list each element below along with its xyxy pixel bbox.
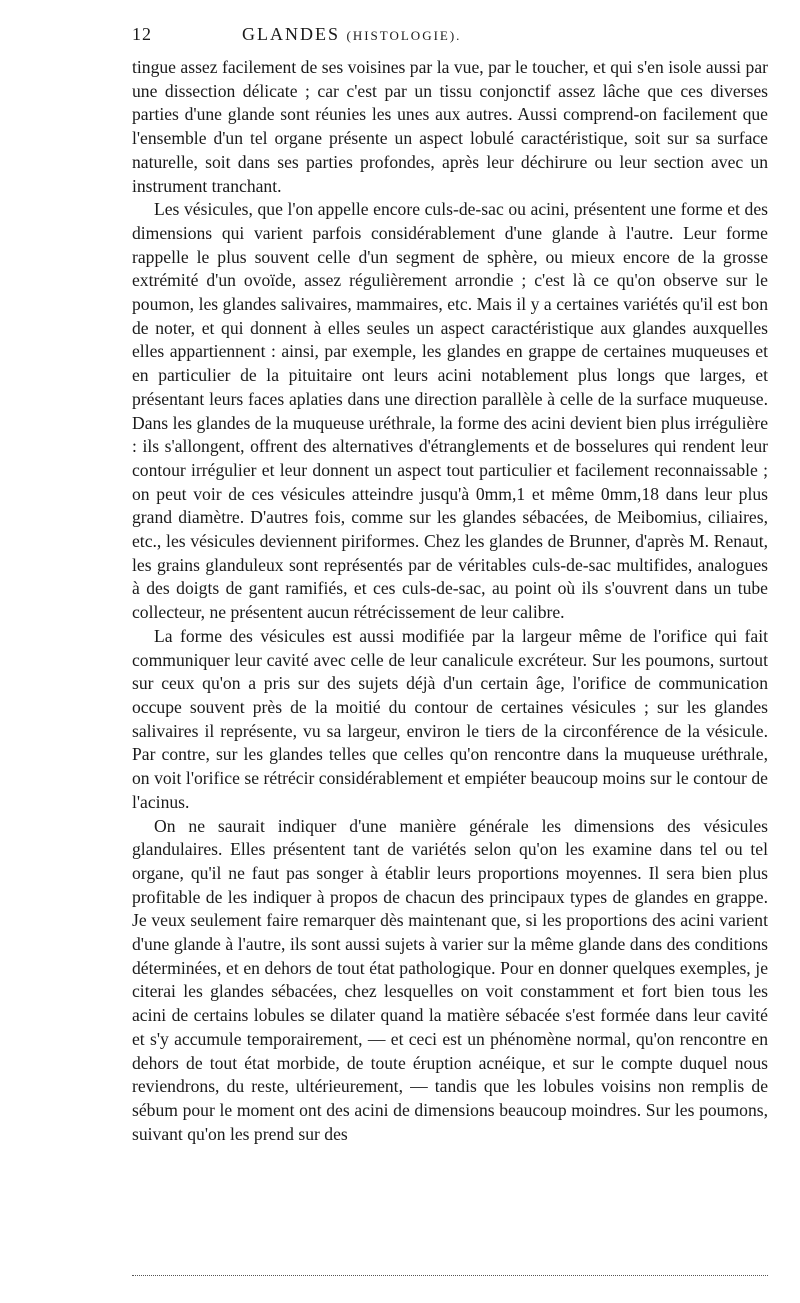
paragraph: tingue assez facilement de ses voisines par la vue, par le toucher, et qui s'en isole aussi par une dissection délicate ; car c'est par un tissu conjonctif assez lâche que ces diverses parties d'une glande sont réunies les unes aux autres. Aussi comprend-on facilement que l'ensemble d'un tel organe présente un aspect lobulé caractéristique, soit sur sa surface naturelle, soit dans ses parties profondes, après leur déchirure ou leur section avec un instrument tranchant. xyxy=(132,57,768,196)
running-title-main: GLANDES xyxy=(242,24,340,44)
page xyxy=(132,24,768,1146)
paragraph: Les vésicules, que l'on appelle encore culs-de-sac ou acini, présentent une forme et des dimensions qui varient parfois considérablement d'une glande à l'autre. Leur forme rappelle le plus souvent celle d'un segment de sphère, ou mieux encore de la grosse extrémité d'un ovoïde, assez régulièrement arrondie ; c'est là ce qu'on observe sur le poumon, les glandes salivaires, mammaires, etc. Mais il y a certaines variétés qu'il est bon de noter, et qui donnent à elles seules un aspect caractéristique aux glandes auxquelles elles appartiennent : ainsi, par exemple, les glandes en grappe de certaines muqueuses et en particulier de la pituitaire ont leurs acini notablement plus longs que larges, et présentant leurs faces aplaties dans une direction parallèle à celle de la surface muqueuse. Dans les glandes de la muqueuse uréthrale, la forme des acini devient bien plus irrégulière : ils s'allongent, offrent des alternatives d'étranglements et de bosselures qui rendent leur contour irrégulier et leur donnent un aspect tout particulier et facilement reconnaissable ; on peut voir de ces vésicules atteindre jusqu'à 0mm,1 et même 0mm,18 dans leur plus grand diamètre. D'autres fois, comme sur les glandes sébacées, de Meibomius, ciliaires, etc., les vésicules deviennent piriformes. Chez les glandes de Brunner, d'après M. Renaut, les grains glanduleux sont représentés par de véritables culs-de-sac multifides, analogues à des doigts de gant ramifiés, et ces culs-de-sac, au point où ils s'ouvrent dans un tube collecteur, ne présentent aucun rétrécissement de leur calibre. xyxy=(132,199,768,623)
body-text xyxy=(132,56,768,1146)
running-header xyxy=(132,24,768,56)
footer-rule xyxy=(132,1275,768,1276)
paragraph: La forme des vésicules est aussi modifiée par la largeur même de l'orifice qui fait communiquer leur cavité avec celle de leur canalicule excréteur. Sur les poumons, surtout sur ceux qu'on a pris sur des sujets déjà d'un certain âge, l'orifice de communication occupe souvent près de la moitié du contour de certaines vésicules ; sur les glandes salivaires il représente, vu sa largeur, environ le tiers de la circonférence de la vésicule. Par contre, sur les glandes telles que celles qu'on rencontre dans la muqueuse uréthrale, on voit l'orifice se rétrécir considérablement et empiéter beaucoup moins sur le contour de l'acinus. xyxy=(132,625,768,812)
paragraph: On ne saurait indiquer d'une manière générale les dimensions des vésicules glandulaires. Elles présentent tant de variétés selon qu'on les examine dans tel ou tel organe, qu'il ne faut pas songer à établir leurs proportions moyennes. Il sera bien plus profitable de les indiquer à propos de chacun des principaux types de glandes en grappe. Je veux seulement faire remarquer dès maintenant que, si les proportions des acini varient d'une glande à l'autre, ils sont aussi sujets à varier sur la même glande dans des conditions déterminées, et en dehors de tout état pathologique. Pour en donner quelques exemples, je citerai les glandes sébacées, chez lesquelles on voit constamment et fort bien tous les acini de certains lobules se dilater quand la matière sébacée s'est formée dans leur cavité et s'y accumule temporairement, — et ceci est un phénomène normal, qu'on rencontre en dehors de tout état morbide, de toute éruption acnéique, et sur le compte duquel nous reviendrons, du reste, ultérieurement, — tandis que les lobules voisins non remplis de sébum pour le moment ont des acini de dimensions beaucoup moindres. Sur les poumons, suivant qu'on les prend sur des xyxy=(132,815,768,1144)
page-number: 12 xyxy=(132,24,152,44)
running-title xyxy=(242,24,461,45)
running-title-sub: (HISTOLOGIE). xyxy=(346,28,462,43)
